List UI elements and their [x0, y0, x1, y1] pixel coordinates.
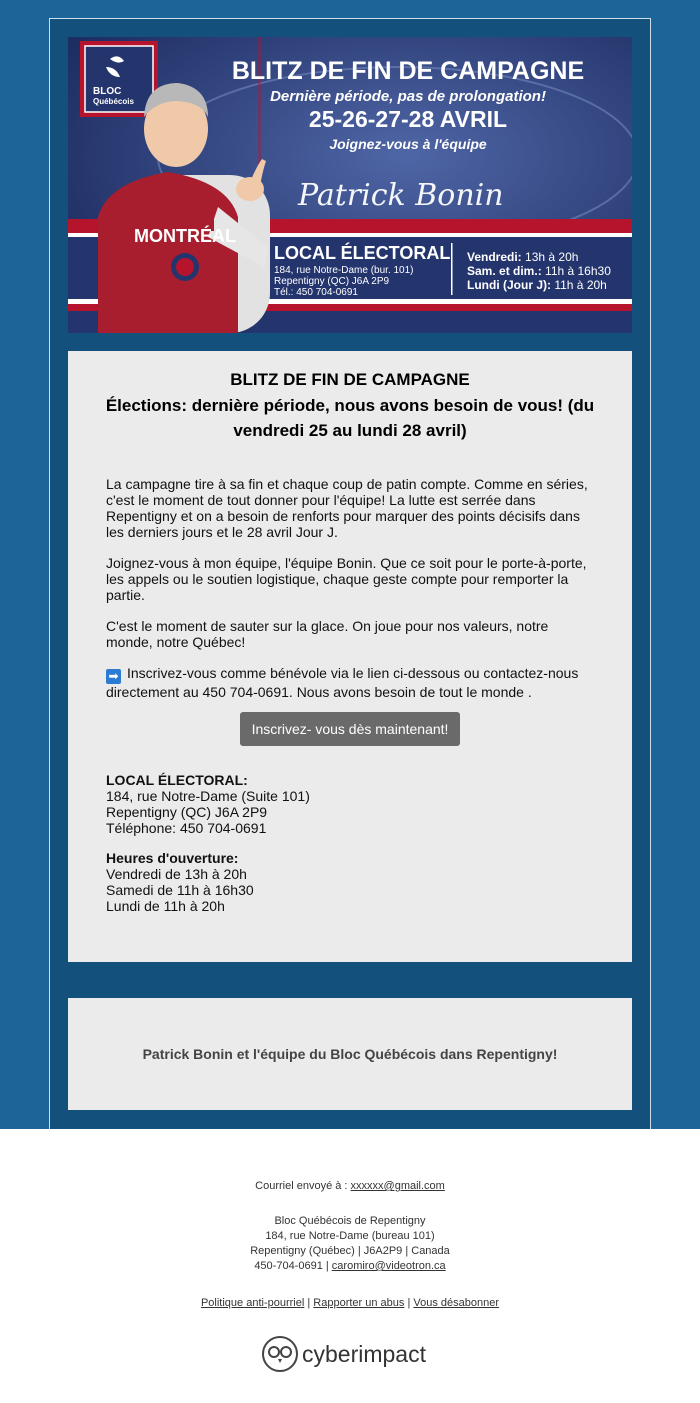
anti-spam-policy-link[interactable]: Politique anti-pourriel — [200, 1297, 305, 1309]
hours-info — [106, 850, 254, 914]
content-title: BLITZ DE FIN DE CAMPAGNE — [230, 370, 470, 389]
signup-button[interactable]: Inscrivez- vous dès maintenant! — [240, 712, 460, 746]
footer-phone: 450-704-0691 | — [254, 1260, 332, 1272]
banner-local-phone: Tél.: 450 704-0691 — [274, 287, 358, 298]
right-arrow-icon: ➡ — [106, 669, 121, 684]
shirt-text: MONTRÉAL — [134, 226, 236, 246]
unsubscribe-link[interactable]: Vous désabonner — [413, 1297, 500, 1309]
cyberimpact-logo[interactable] — [262, 1335, 438, 1375]
logo-text-1: BLOC — [93, 86, 122, 97]
hours-heading: Heures d'ouverture: — [106, 850, 239, 866]
local-line-3: Téléphone: 450 704-0691 — [106, 820, 267, 836]
signature-block: Patrick Bonin et l'équipe du Bloc Québécois dans Repentigny! — [68, 998, 632, 1110]
content-subtitle — [98, 393, 602, 443]
banner-divider — [451, 243, 453, 295]
footer-links — [0, 1296, 700, 1311]
logo-text-2: Québécois — [93, 97, 134, 106]
main-content — [68, 351, 632, 962]
paragraph-3: C'est le moment de sauter sur la glace. On joue pour nos valeurs, notre monde, notre Québec! — [106, 618, 549, 650]
local-line-1: 184, rue Notre-Dame (Suite 101) — [106, 788, 310, 804]
footer-city: Repentigny (Québec) | J6A2P9 | Canada — [250, 1245, 450, 1257]
footer-email-link[interactable]: caromiro@videotron.ca — [331, 1260, 446, 1272]
signature-image: Patrick Bonin — [298, 178, 504, 213]
subtitle-bold: Élections: dernière période, nous avons besoin de vous! — [105, 396, 564, 415]
paragraph-1: La campagne tire à sa fin et chaque coup de patin compte. Comme en séries, c'est le moment de tout donner pour l'équipe! La lutte est serrée dans Repentigny et on a besoin de renforts pour marquer des points décisifs dans les derniers jours et le 28 avril Jour J. — [106, 476, 588, 540]
owl-icon — [262, 1335, 438, 1375]
hours-line-2: Samedi de 11h à 16h30 — [106, 882, 254, 898]
local-heading: LOCAL ÉLECTORAL: — [106, 772, 248, 788]
banner-local-addr1: 184, rue Notre-Dame (bur. 101) — [274, 265, 414, 276]
sent-to-line — [0, 1179, 700, 1194]
paragraph-4 — [106, 665, 596, 700]
banner-subline: Dernière période, pas de prolongation! — [270, 88, 546, 105]
banner-local-title: LOCAL ÉLECTORAL — [274, 243, 451, 263]
footer-contact — [0, 1259, 700, 1274]
hours-line-3: Lundi de 11h à 20h — [106, 898, 225, 914]
hours-line-1: Vendredi de 13h à 20h — [106, 866, 247, 882]
campaign-banner[interactable] — [68, 37, 632, 333]
report-abuse-link[interactable]: Rapporter un abus — [313, 1297, 405, 1309]
sent-to-email-link[interactable]: xxxxxx@gmail.com — [350, 1180, 445, 1192]
local-info — [106, 772, 310, 836]
footer-address: 184, rue Notre-Dame (bureau 101) — [265, 1230, 435, 1242]
sent-to-label: Courriel envoyé à : — [255, 1180, 351, 1192]
banner-hours-3: Lundi (Jour J): 11h à 20h — [467, 278, 607, 292]
banner-dates: 25-26-27-28 AVRIL — [308, 106, 508, 132]
banner-graphic — [68, 37, 632, 333]
banner-join: Joignez-vous à l'équipe — [329, 136, 487, 152]
banner-hours-1: Vendredi: 13h à 20h — [467, 250, 579, 264]
banner-local-addr2: Repentigny (QC) J6A 2P9 — [274, 276, 390, 287]
link-separator: | — [404, 1297, 414, 1309]
local-line-2: Repentigny (QC) J6A 2P9 — [106, 804, 268, 820]
footer-org: Bloc Québécois de Repentigny — [274, 1215, 426, 1227]
paragraph-2: Joignez-vous à mon équipe, l'équipe Bonin. Que ce soit pour le porte-à-porte, les appels ou le soutien logistique, chaque geste compte pour remporter la partie. — [106, 555, 587, 603]
subtitle-rest: (du vendredi 25 au lundi 28 avril) — [233, 396, 595, 440]
banner-hours-2: Sam. et dim.: 11h à 16h30 — [467, 264, 611, 278]
banner-headline: BLITZ DE FIN DE CAMPAGNE — [231, 57, 585, 85]
link-separator: | — [304, 1297, 314, 1309]
cyberimpact-wordmark: cyberimpact — [302, 1341, 426, 1367]
paragraph-4-text: Inscrivez-vous comme bénévole via le lien ci-dessous ou contactez-nous directement au 450 704-0691. Nous avons besoin de tout le monde . — [106, 665, 579, 700]
